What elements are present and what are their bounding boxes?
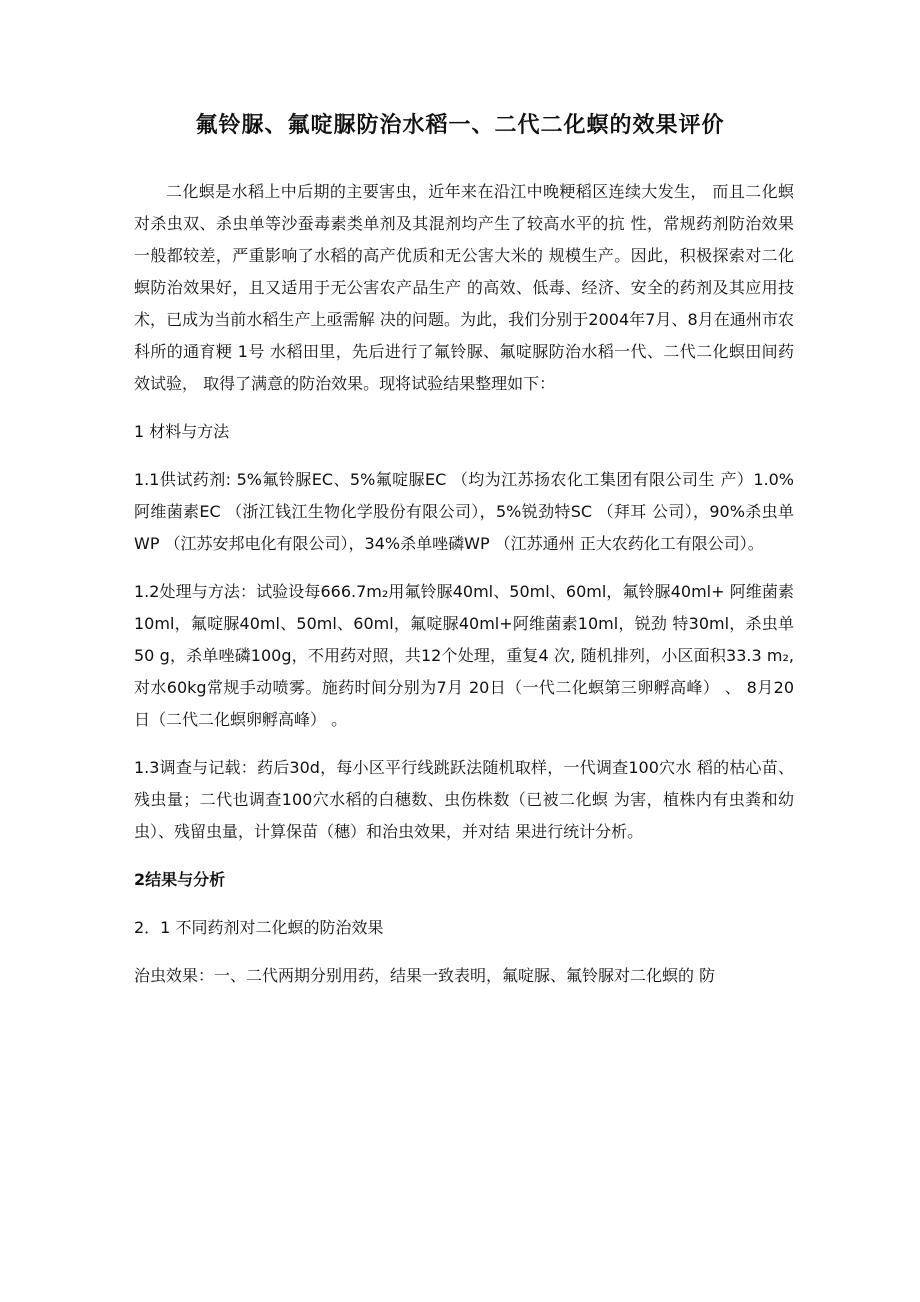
section-1-1-paragraph: 1.1供试药剂: 5%氟铃脲EC、5%氟啶脲EC （均为江苏扬农化工集团有限公司生 产）1.0%阿维菌素EC （浙江钱江生物化学股份有限公司），5%锐劲特SC （拜耳 公司），90%杀虫单WP （江苏安邦电化有限公司），34%杀单唑磷WP （江苏通州 正大农药化工有限公司）。 xyxy=(134,470,794,553)
document-body xyxy=(134,176,794,992)
section-2-1-heading: 2．1 不同药剂对二化螟的防治效果 xyxy=(134,918,384,937)
section-1-heading: 1 材料与方法 xyxy=(134,422,230,441)
intro-paragraph: 二化螟是水稻上中后期的主要害虫，近年来在沿江中晚粳稻区连续大发生， 而且二化螟对杀虫双、杀虫单等沙蚕毒素类单剂及其混剂均产生了较高水平的抗 性，常规药剂防治效果一般都较差，严重影响了水稻的高产优质和无公害大米的 规模生产。因此，积极探索对二化螟防治效果好，且又适用于无公害农产品生产 的高效、低毒、经济、安全的药剂及其应用技术，已成为当前水稻生产上亟需解 决的问题。为此，我们分别于2004年7月、8月在通州市农科所的通育粳 1号 水稻田里，先后进行了氟铃脲、氟啶脲防治水稻一代、二代二化螟田间药效试验， 取得了满意的防治效果。现将试验结果整理如下： xyxy=(134,182,794,393)
document-title: 氟铃脲、氟啶脲防治水稻一、二代二化螟的效果评价 xyxy=(195,113,725,138)
section-1-2-paragraph: 1.2处理与方法：试验设每666.7m₂用氟铃脲40ml、50ml、60ml，氟铃脲40ml+ 阿维菌素10ml，氟啶脲40ml、50ml、60ml，氟啶脲40ml+阿维菌素10ml，锐劲 特30ml，杀虫单50 g，杀单唑磷100g，不用药对照，共12个处理，重复4 次, 随机排列，小区面积33.3 m₂,对水60kg常规手动喷雾。施药时间分别为7月 20日（一代二化螟第三卵孵高峰） 、 8月20日（二代二化螟卵孵高峰） 。 xyxy=(134,582,794,729)
section-2-heading: 2结果与分析 xyxy=(134,870,226,889)
section-2-1-paragraph: 治虫效果：一、二代两期分别用药，结果一致表明，氟啶脲、氟铃脲对二化螟的 防 xyxy=(134,966,716,985)
section-1-3-paragraph: 1.3调查与记载：药后30d，每小区平行线跳跃法随机取样，一代调查100穴水 稻的枯心苗、残虫量；二代也调查100穴水稻的白穗数、虫伤株数（已被二化螟 为害，植株内有虫粪和幼虫）、残留虫量，计算保苗（穗）和治虫效果，并对结 果进行统计分析。 xyxy=(134,758,794,841)
